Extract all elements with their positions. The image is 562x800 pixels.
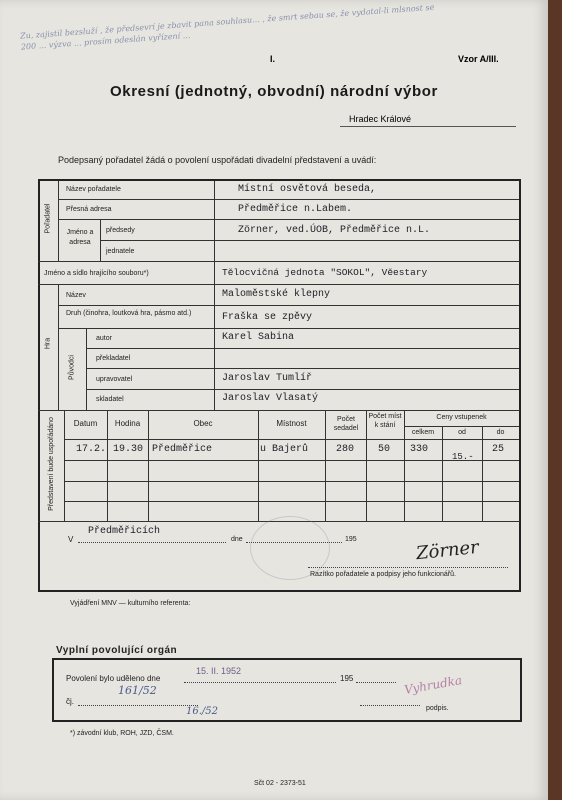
organizer-signature: Zörner (415, 536, 480, 565)
location-text: Hradec Králové (349, 114, 412, 124)
print-code: Sčt 02 - 2373-51 (254, 780, 306, 787)
author-value: Karel Sabina (222, 332, 295, 343)
secretary-label: jednatele (106, 248, 135, 255)
col-standing-header: Počet míst k stání (368, 413, 402, 429)
handwritten-note: Zu, zajistil bezsluží , že předsevrí je zbavit pana souhlasu... , že smrt sebau se, že vydatal-li mlsnost se 200 ... výzva ... prosím odeslán vyřízení ... (19, 2, 435, 52)
performance-section-label: Představení bude uspořádáno (48, 417, 55, 511)
date-label: dne (231, 536, 243, 543)
col-prices-header: Ceny vstupenek (436, 414, 487, 421)
stamp-note: Razítko pořadatele a podpisy jeho funkcionářů. (310, 571, 456, 578)
signature-place: Předměřicích (88, 526, 161, 537)
roman-numeral: I. (270, 54, 276, 64)
col-total-header: celkem (411, 429, 435, 436)
granted-label: Povolení bylo uděleno dne (66, 674, 161, 683)
organizer-address-label: Přesná adresa (66, 206, 112, 213)
col-venue-header: Místnost (276, 419, 307, 428)
signature-year: 195 (345, 536, 357, 543)
cell-total: 330 (410, 444, 429, 455)
footnote: *) závodní klub, ROH, JZD, ČSM. (70, 730, 174, 737)
chairman-label: předsedy (106, 227, 135, 234)
adapter-label: upravovatel (96, 376, 133, 383)
permit-year: 195 (340, 674, 354, 683)
col-hour-header: Hodina (114, 419, 141, 428)
col-to-header: do (496, 429, 505, 436)
request-line: Podepsaný pořadatel žádá o povolení uspořádati divadelní představení a uvádí: (58, 155, 377, 165)
permit-signature-stamp: Vyhrudka (403, 673, 464, 697)
number-label: čj. (66, 697, 74, 706)
play-section-label: Hra (44, 337, 52, 350)
col-date-header: Datum (73, 419, 98, 428)
permit-heading: Vyplní povolující orgán (56, 645, 178, 656)
adapter-value: Jaroslav Tumlíř (222, 373, 313, 384)
play-kind-value: Fraška se zpěvy (222, 312, 313, 323)
ensemble-value: Tělocvičná jednota "SOKOL", Věestary (222, 267, 428, 278)
author-label: autor (96, 335, 112, 342)
organizer-name-value: Místní osvětová beseda, (238, 184, 377, 195)
composer-label: skladatel (96, 396, 124, 403)
cell-hour: 19.30 (113, 444, 144, 455)
play-title-label: Název (66, 292, 86, 299)
number-value: 161/52 (118, 684, 157, 697)
granted-date: 15. II. 1952 (196, 666, 242, 676)
form-code: Vzor A/III. (458, 54, 499, 64)
cell-standing: 50 (378, 444, 391, 455)
col-from-header: od (458, 429, 466, 436)
permit-signature-label: podpis. (426, 705, 449, 712)
translator-label: překladatel (96, 355, 131, 362)
authority-title: Okresní (jednotný, obvodní) národní výbor (110, 83, 438, 100)
cell-to: 25 (492, 444, 505, 455)
play-title-value: Maloměstské klepny (222, 289, 331, 300)
play-origin-label: Původci (68, 355, 76, 380)
mnv-opinion: Vyjádření MNV — kulturního referenta: (70, 600, 191, 607)
play-kind-label: Druh (činohra, loutková hra, pásmo atd.) (66, 310, 192, 317)
organizer-address-value: Předměřice n.Labem. (238, 204, 353, 215)
composer-value: Jaroslav Vlasatý (222, 393, 319, 404)
in-prefix: V (68, 535, 74, 544)
cell-from: 15.- (452, 452, 474, 462)
cell-seats: 280 (336, 444, 355, 455)
organizer-name-label: Název pořadatele (66, 186, 121, 193)
organizer-persons-label: Jméno a adresa (66, 229, 94, 246)
cell-date: 17.2. (76, 444, 107, 455)
cell-venue: u Bajerů (260, 444, 309, 455)
col-municipality-header: Obec (193, 419, 213, 428)
ensemble-label: Jméno a sídlo hrajícího souboru*) (44, 270, 149, 277)
chairman-value: Zörner, ved.ÚOB, Předměřice n.L. (238, 225, 431, 236)
organizer-section-label: Pořadatel (44, 203, 52, 234)
cell-municipality: Předměřice (152, 444, 213, 455)
number-sub: 16./52 (186, 706, 218, 717)
col-seats-header: Počet sedadel (333, 416, 359, 432)
